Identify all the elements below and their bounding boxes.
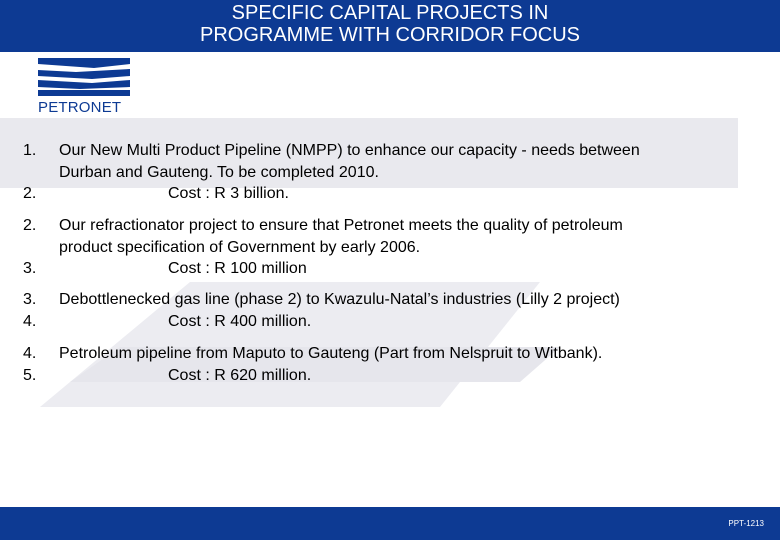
item-sub-number: 2. — [23, 185, 37, 202]
item-cost: Cost : R 100 million — [168, 260, 307, 277]
slide-code: PPT-1213 — [728, 519, 764, 528]
item-line-1: Petroleum pipeline from Maputo to Gauteng (Part from Nelspruit to Witbank). — [59, 345, 603, 362]
item-sub-number: 3. — [23, 260, 37, 277]
item-number: 1. — [23, 142, 37, 159]
petronet-logo-icon — [36, 56, 132, 98]
item-line-2: Durban and Gauteng. To be completed 2010. — [59, 164, 379, 181]
item-cost: Cost : R 620 million. — [168, 367, 312, 384]
logo-text: PETRONET — [38, 99, 122, 116]
slide-title — [0, 2, 780, 46]
item-line-1: Our New Multi Product Pipeline (NMPP) to enhance our capacity - needs between — [59, 142, 640, 159]
item-cost: Cost : R 3 billion. — [168, 185, 289, 202]
item-number: 3. — [23, 291, 37, 308]
item-cost: Cost : R 400 million. — [168, 313, 312, 330]
item-line-1: Debottlenecked gas line (phase 2) to Kwazulu-Natal’s industries (Lilly 2 project) — [59, 291, 620, 308]
item-number: 4. — [23, 345, 37, 362]
item-sub-number: 4. — [23, 313, 37, 330]
item-number: 2. — [23, 217, 37, 234]
item-sub-number: 5. — [23, 367, 37, 384]
title-line-2: PROGRAMME WITH CORRIDOR FOCUS — [200, 24, 580, 46]
item-line-2: product specification of Government by early 2006. — [59, 239, 421, 256]
title-line-1: SPECIFIC CAPITAL PROJECTS IN — [231, 2, 549, 24]
item-line-1: Our refractionator project to ensure that Petronet meets the quality of petroleum — [59, 217, 623, 234]
footer-bar — [0, 507, 780, 540]
background-watermark — [0, 52, 780, 507]
